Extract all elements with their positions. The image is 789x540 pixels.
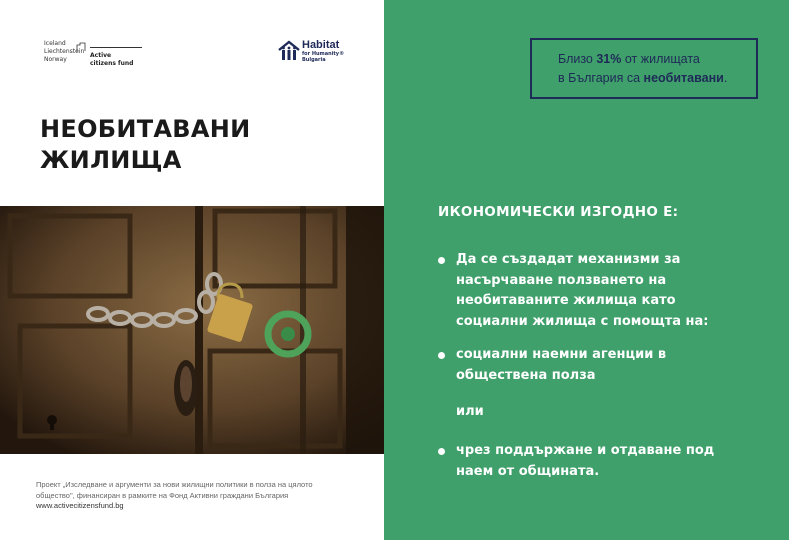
eea-grants-logo (44, 40, 144, 70)
stat-line-1 (558, 50, 756, 69)
logo-divider (90, 47, 142, 48)
project-footer (36, 480, 346, 512)
stat-percent: 31% (596, 52, 622, 66)
stat-line2-prefix: в България са (558, 71, 644, 85)
habitat-tagline: for Humanity® (302, 51, 345, 57)
or-separator: или (456, 404, 484, 419)
bullet-text-2: социални наемни агенции в обществена полза (456, 347, 667, 383)
stat-highlight: необитавани (643, 71, 724, 85)
habitat-logo (278, 38, 358, 66)
page-title (40, 114, 251, 176)
eea-country-liechtenstein: Liechtenstein (44, 48, 85, 55)
bullet-dot-icon (438, 257, 445, 264)
bullet-dot-icon (438, 352, 445, 359)
habitat-house-icon (278, 40, 300, 62)
eea-country-norway: Norway (44, 56, 67, 63)
bullet-text-3: чрез поддържане и отдаване под наем от общината. (456, 443, 715, 479)
footer-line-2: общество", финансиран в рамките на Фонд Активни граждани България (36, 490, 289, 500)
left-panel (0, 0, 384, 540)
active-citizens-line1: Active (90, 52, 112, 59)
stat-line-2 (558, 69, 756, 88)
title-line-1: НЕОБИТАВАНИ (40, 115, 251, 143)
locked-door-photo (0, 206, 384, 454)
footer-url-link[interactable]: www.activecitizensfund.bg (36, 501, 124, 510)
section-heading: ИКОНОМИЧЕСКИ ИЗГОДНО Е: (438, 204, 679, 220)
title-line-2: ЖИЛИЩА (40, 146, 182, 174)
stat-prefix: Близо (558, 52, 597, 66)
habitat-name: Habitat (302, 39, 340, 51)
eea-country-iceland: Iceland (44, 40, 66, 47)
stat-suffix: . (723, 71, 728, 85)
bullet-dot-icon (438, 448, 445, 455)
active-citizens-line2: citizens fund (90, 60, 134, 67)
bullet-text-1: Да се създадат механизми за насърчаване ползването на необитаваните жилища като социални жилища с помощта на: (456, 252, 709, 329)
eea-mark-icon (76, 42, 86, 52)
footer-line-1: Проект „Изследване и аргументи за нови жилищни политики в полза на цялото (36, 480, 313, 489)
stat-mid: от жилищата (621, 52, 700, 66)
locked-door-illustration (0, 206, 384, 454)
active-citizens-fund-label (90, 52, 133, 68)
habitat-country: Bulgaria (302, 57, 326, 63)
statistic-box (530, 38, 758, 99)
